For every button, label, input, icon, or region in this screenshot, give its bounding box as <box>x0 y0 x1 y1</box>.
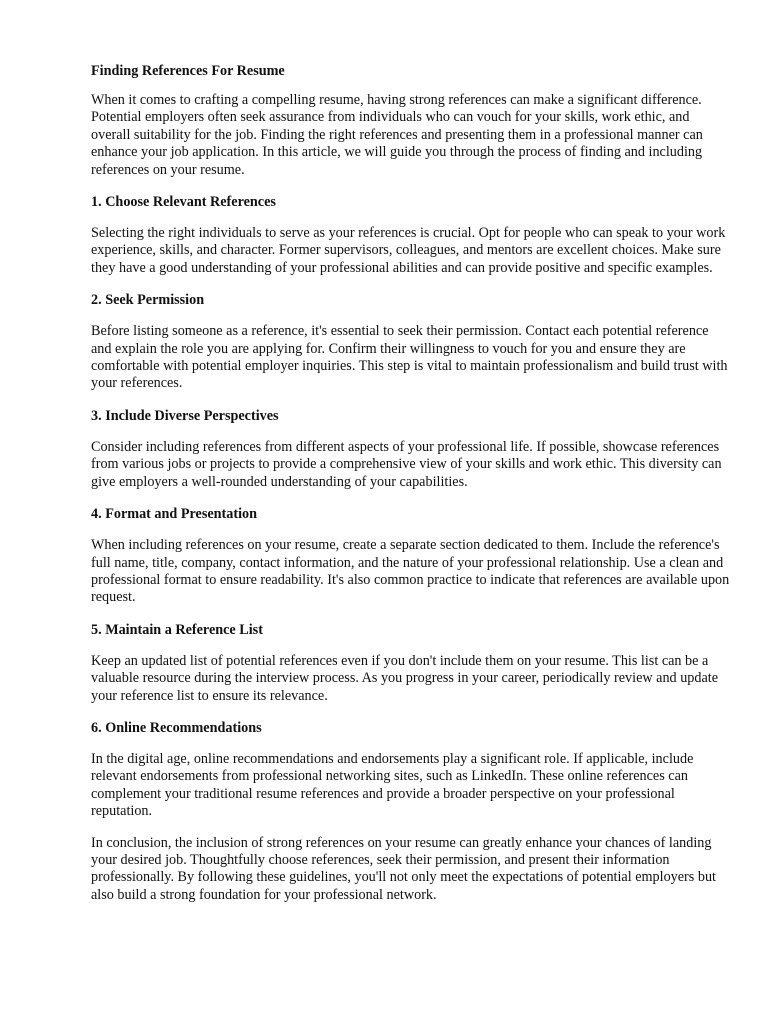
section-heading: 3. Include Diverse Perspectives <box>91 407 279 424</box>
section-paragraph: Consider including references from different aspects of your professional life. If possible, showcase references from various jobs or projects to provide a comprehensive view of your skills and work ethic. This diversity can give employers a well-rounded understanding of your capabilities. <box>91 438 722 490</box>
intro-paragraph: When it comes to crafting a compelling resume, having strong references can make a significant difference. Potential employers often seek assurance from individuals who can vouch for your skills, work ethic, and overall suitability for the job. Finding the right references and presenting them in a professional manner can enhance your job application. In this article, we will guide you through the process of finding and including references on your resume. <box>91 92 703 178</box>
section-heading: 2. Seek Permission <box>91 292 205 309</box>
section-2 <box>91 291 732 393</box>
section-heading: 6. Online Recommendations <box>91 719 262 736</box>
section-heading: 1. Choose Relevant References <box>91 194 276 211</box>
section-paragraph: Keep an updated list of potential references even if you don't include them on your resume. This list can be a valuable resource during the interview process. As you progress in your career, periodically review and update your reference list to ensure its relevance. <box>91 652 719 704</box>
section-paragraph: Selecting the right individuals to serve as your references is crucial. Opt for people who can speak to your work experience, skills, and character. Former supervisors, colleagues, and mentors are excellent choices. Make sure they have a good understanding of your professional abilities and can provide positive and specific examples. <box>91 225 726 276</box>
conclusion-paragraph: In conclusion, the inclusion of strong references on your resume can greatly enhance your chances of landing your desired job. Thoughtfully choose references, seek their permission, and present their information professionally. By following these guidelines, you'll not only meet the expectations of potential employers but also build a strong foundation for your professional network. <box>91 834 716 903</box>
section-heading: 5. Maintain a Reference List <box>91 621 263 638</box>
section-paragraph: Before listing someone as a reference, it's essential to seek their permission. Contact each potential reference and explain the role you are applying for. Confirm their willingness to vouch for you and ensure they are comfortable with potential employer inquiries. This step is vital to maintain professionalism and build trust with your references. <box>91 323 728 392</box>
section-5 <box>91 621 732 705</box>
section-paragraph: In the digital age, online recommendations and endorsements play a significant role. If applicable, include relevant endorsements from professional networking sites, such as LinkedIn. These online references can complement your traditional resume references and provide a broader perspective on your professional reputation. <box>91 750 694 820</box>
document-title: Finding References For Resume <box>91 63 285 79</box>
section-1 <box>91 193 732 277</box>
section-4 <box>91 505 732 607</box>
section-6 <box>91 719 732 821</box>
section-heading: 4. Format and Presentation <box>91 506 258 523</box>
section-paragraph: When including references on your resume, create a separate section dedicated to them. Include the reference's full name, title, company, contact information, and the nature of your professional relationship. Use a clean and professional format to ensure readability. It's also common practice to indicate that references are available upon request. <box>91 537 730 606</box>
section-3 <box>91 407 732 491</box>
